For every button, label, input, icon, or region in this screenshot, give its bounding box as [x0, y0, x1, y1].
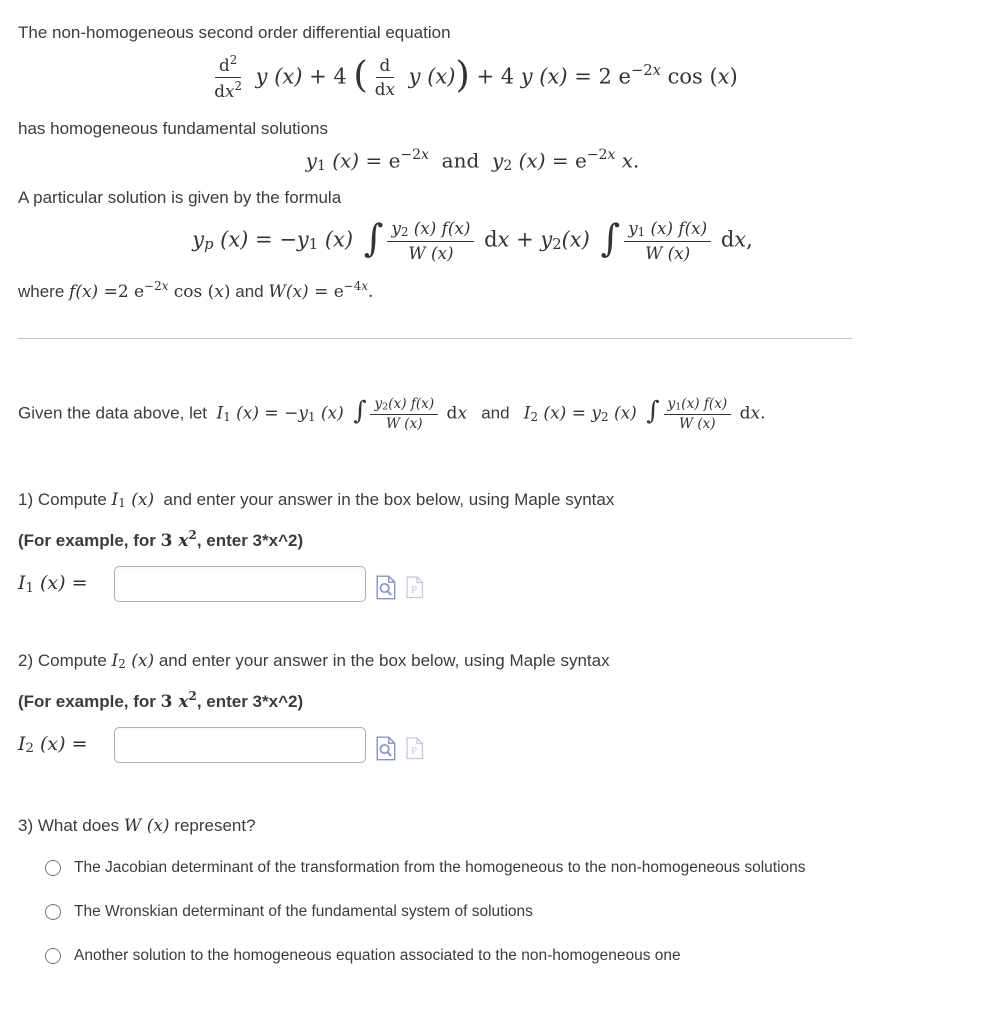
fundamental-solutions-intro: has homogeneous fundamental solutions	[18, 118, 328, 138]
svg-text:P: P	[411, 584, 418, 597]
preview-icon[interactable]	[376, 736, 396, 761]
plaintext-document-glyph	[406, 576, 424, 599]
particular-solution-intro: A particular solution is given by the formula	[18, 188, 342, 207]
question1-answer-row	[18, 566, 987, 602]
question1-answer-label: I1 (x) =	[18, 572, 88, 596]
option-text: Another solution to the homogeneous equation associated to the non-homogeneous one	[74, 946, 681, 964]
option-text: The Wronskian determinant of the fundamental system of solutions	[74, 902, 533, 920]
particular-solution-formula: yp (x) = −y1 (x) ∫ $\frac{y2 (x) f(x)}{W (x)}$ dx + y2(x) ∫ $\frac{y1 (x) f(x)}{W (x)}$ dx,	[192, 215, 753, 264]
option-text: The Jacobian determinant of the transformation from the homogeneous to the non-homogeneous solutions	[74, 858, 806, 876]
question3-option-jacobian[interactable]	[45, 859, 987, 877]
plaintext-document-glyph	[406, 737, 424, 760]
plaintext-icon[interactable]	[406, 576, 424, 599]
plaintext-icon[interactable]	[406, 737, 424, 760]
question3-title: 3) What does W (x) represent?	[18, 815, 256, 836]
main-differential-equation: $\frac{d^2}{dx^2}$ y (x) + 4 ( $\frac{d}{dx}$ y (x)) + 4 y (x) = 2 $e^{-2x}$ cos (x)	[214, 53, 738, 102]
question1-example: (For example, for 3 $x^2$, enter 3*x^2)	[18, 527, 304, 551]
question3-option-another-solution[interactable]	[45, 947, 987, 965]
svg-text:P: P	[411, 745, 418, 758]
question2-example: (For example, for 3 $x^2$, enter 3*x^2)	[18, 688, 304, 712]
question2-answer-input[interactable]	[114, 727, 366, 763]
magnifier-document-glyph	[376, 575, 396, 600]
question3-option-wronskian[interactable]	[45, 903, 987, 921]
radio-option-3[interactable]	[45, 948, 61, 964]
given-data-line: Given the data above, let I1 (x) = −y1 (x) ∫ $\frac{y2(x) f(x)}{W (x)}$ dx and I2 (x) = y2 (x) ∫ $\frac{y1(x) f(x)}{W (x)}$ dx.	[18, 395, 766, 432]
section-divider	[18, 338, 852, 339]
preview-icon[interactable]	[376, 575, 396, 600]
magnifier-document-glyph	[376, 736, 396, 761]
question3-options	[18, 859, 987, 965]
radio-option-1[interactable]	[45, 860, 61, 876]
question1-title: 1) Compute I1 (x) and enter your answer in the box below, using Maple syntax	[18, 490, 615, 511]
radio-option-2[interactable]	[45, 904, 61, 920]
fundamental-solutions-equation: y1 $(x) = e^{-2x}$ and y2 $(x) = e^{-2x}$ x.	[305, 146, 640, 174]
question2-answer-label: I2 (x) =	[18, 733, 88, 757]
question2-answer-row	[18, 727, 987, 763]
question2-title: 2) Compute I2 (x) and enter your answer in the box below, using Maple syntax	[18, 650, 610, 672]
question1-answer-input[interactable]	[114, 566, 366, 602]
intro-text: The non-homogeneous second order differential equation	[18, 23, 451, 42]
definitions-line: where f(x) =2 $e^{-2x}$ cos (x) and $W(x) = e^{-4x}$.	[18, 279, 374, 303]
